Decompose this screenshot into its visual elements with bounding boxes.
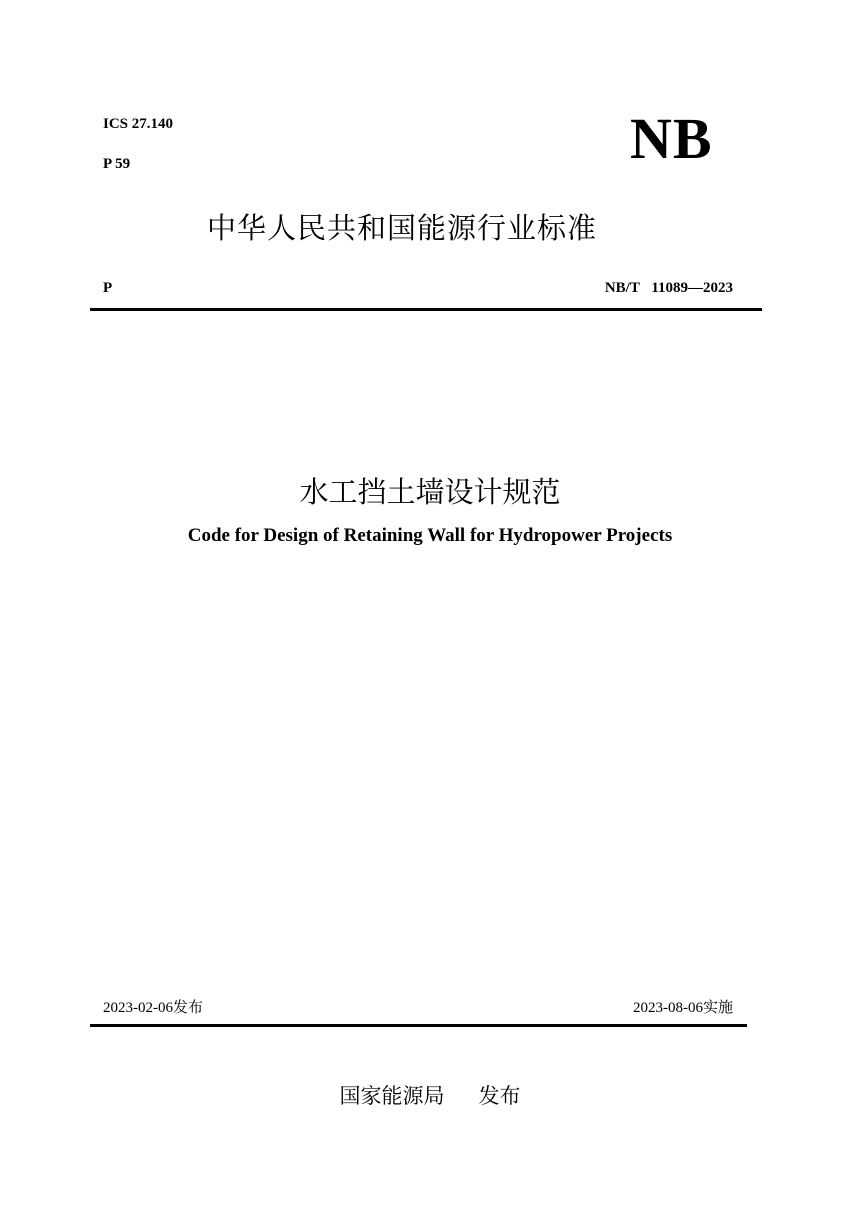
publisher-line bbox=[0, 1080, 860, 1110]
issue-date: 2023-02-06发布 bbox=[103, 1000, 203, 1016]
title-chinese: 水工挡土墙设计规范 bbox=[299, 475, 561, 509]
ics-code: ICS 27.140 bbox=[103, 116, 174, 132]
title-english: Code for Design of Retaining Wall for Hydropower Projects bbox=[187, 525, 673, 546]
standard-number: NB/T 11089—2023 bbox=[604, 280, 733, 296]
standard-organization: 中华人民共和国能源行业标准 bbox=[207, 211, 598, 245]
publisher-name: 国家能源局 bbox=[339, 1084, 445, 1108]
ccs-code: P 59 bbox=[103, 156, 131, 172]
bottom-divider bbox=[90, 1024, 747, 1027]
nb-logo: NB bbox=[630, 106, 713, 171]
implementation-date: 2023-08-06实施 bbox=[633, 1000, 733, 1016]
filing-code: P bbox=[103, 280, 113, 296]
publisher-action: 发布 bbox=[478, 1084, 521, 1108]
top-divider bbox=[90, 308, 762, 311]
